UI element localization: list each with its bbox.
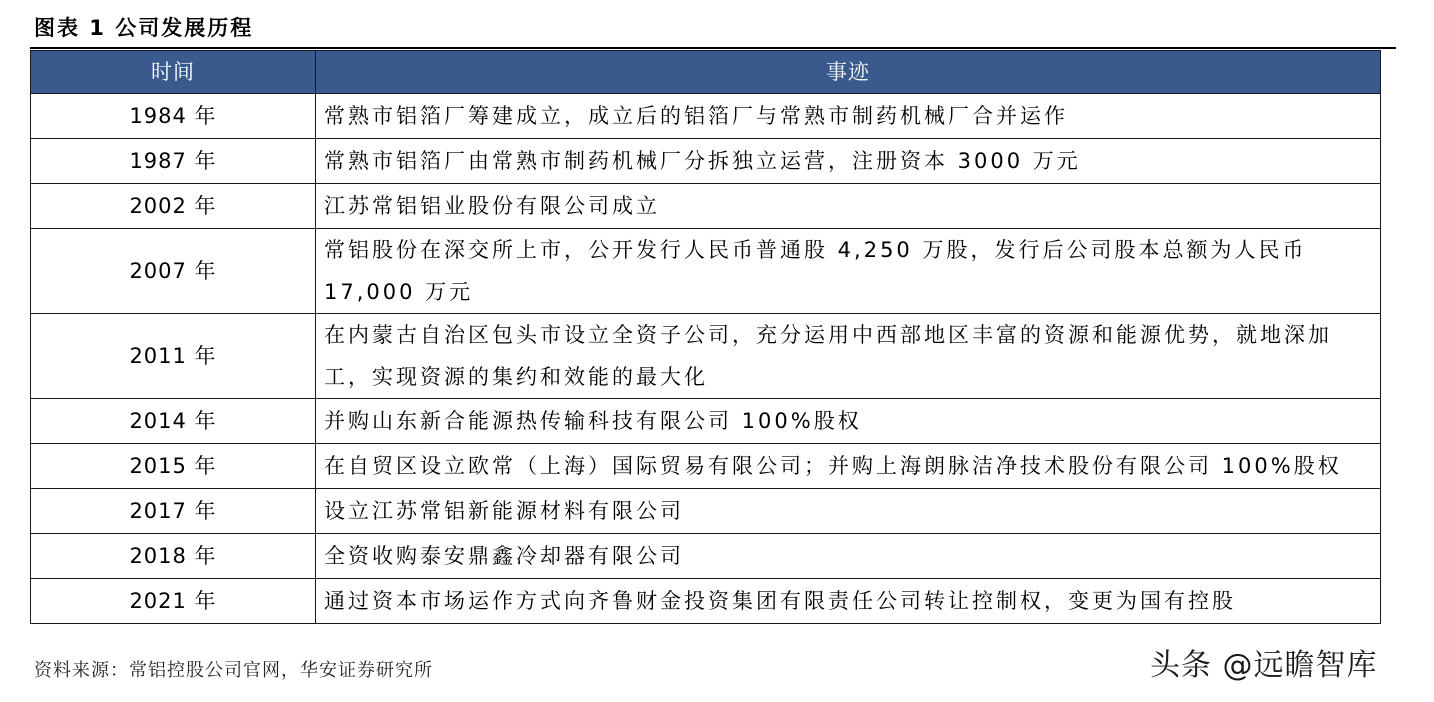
column-header-event: 事迹 (316, 51, 1381, 94)
event-cell: 设立江苏常铝新能源材料有限公司 (316, 489, 1381, 534)
table-row (31, 489, 1381, 534)
year-cell: 1987 年 (31, 139, 316, 184)
table-row (31, 229, 1381, 314)
title-divider (30, 47, 1396, 49)
year-cell: 2021 年 (31, 579, 316, 624)
year-cell: 2007 年 (31, 229, 316, 314)
year-cell: 2017 年 (31, 489, 316, 534)
year-cell: 2002 年 (31, 184, 316, 229)
source-note: 资料来源：常铝控股公司官网，华安证券研究所 (34, 660, 433, 681)
year-cell: 2011 年 (31, 314, 316, 399)
event-cell: 全资收购泰安鼎鑫冷却器有限公司 (316, 534, 1381, 579)
event-cell: 江苏常铝铝业股份有限公司成立 (316, 184, 1381, 229)
year-cell: 2018 年 (31, 534, 316, 579)
event-cell: 并购山东新合能源热传输科技有限公司 100%股权 (316, 399, 1381, 444)
table-row (31, 534, 1381, 579)
event-cell: 在内蒙古自治区包头市设立全资子公司，充分运用中西部地区丰富的资源和能源优势，就地深加工，实现资源的集约和效能的最大化 (316, 314, 1381, 399)
event-cell: 在自贸区设立欧常（上海）国际贸易有限公司；并购上海朗脉洁净技术股份有限公司 100%股权 (316, 444, 1381, 489)
table-row (31, 139, 1381, 184)
year-cell: 2014 年 (31, 399, 316, 444)
table-row (31, 184, 1381, 229)
event-cell: 常熟市铝箔厂筹建成立，成立后的铝箔厂与常熟市制药机械厂合并运作 (316, 94, 1381, 139)
table-row (31, 444, 1381, 489)
table-row (31, 399, 1381, 444)
year-cell: 2015 年 (31, 444, 316, 489)
column-header-time: 时间 (31, 51, 316, 94)
watermark: 头条 @远瞻智库 (1150, 648, 1378, 683)
table-header-row (31, 51, 1381, 94)
table-row (31, 94, 1381, 139)
history-table (30, 50, 1381, 624)
year-cell: 1984 年 (31, 94, 316, 139)
figure-title: 图表 1 公司发展历程 (34, 16, 254, 40)
event-cell: 通过资本市场运作方式向齐鲁财金投资集团有限责任公司转让控制权，变更为国有控股 (316, 579, 1381, 624)
table-row (31, 314, 1381, 399)
event-cell: 常铝股份在深交所上市，公开发行人民币普通股 4,250 万股，发行后公司股本总额为人民币 17,000 万元 (316, 229, 1381, 314)
event-cell: 常熟市铝箔厂由常熟市制药机械厂分拆独立运营，注册资本 3000 万元 (316, 139, 1381, 184)
table-row (31, 579, 1381, 624)
